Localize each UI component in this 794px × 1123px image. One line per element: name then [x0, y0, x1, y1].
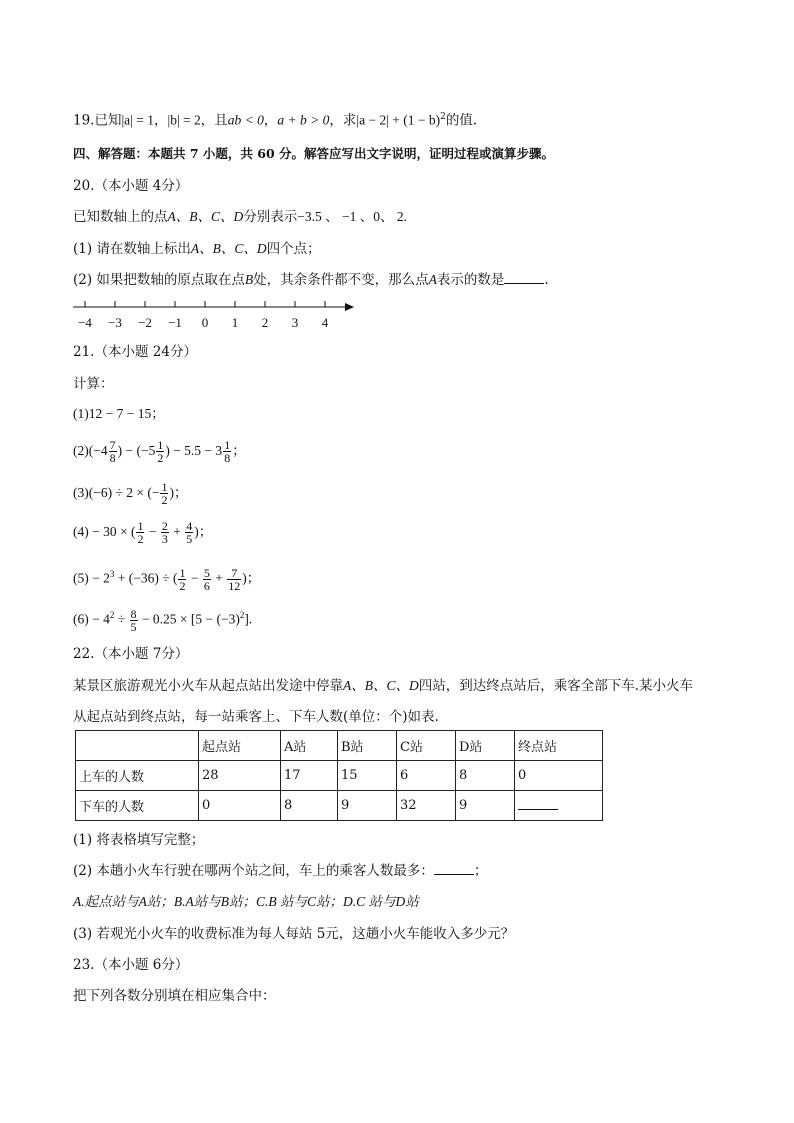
question-21-header: 21.（本小题 24分） — [73, 344, 197, 360]
question-20-header: 20.（本小题 4分） — [73, 178, 189, 194]
tick-label: 2 — [261, 315, 269, 330]
question-22-stem-2: 从起点站到终点站，每一站乘客上、下车人数(单位：个)如表. — [73, 709, 439, 725]
question-19: 19.已知|a| = 1，|b| = 2，且ab < 0，a + b > 0，求$|a - 2| + (1 - b)^2$的值. — [73, 112, 478, 129]
table-row: 上车的人数 28 17 15 6 8 0 — [76, 761, 603, 791]
question-23-intro: 把下列各数分别填在相应集合中： — [73, 988, 276, 1004]
question-22-part-3: (3) 若观光小火车的收费标准为每人每站 5元，这趟小火车能收入多少元？ — [73, 926, 515, 942]
question-20-stem: 已知数轴上的点A、B、C、D分别表示−3.5 、 −1 、0、 2. — [73, 209, 407, 225]
answer-cell[interactable] — [515, 791, 603, 821]
calc-item-1: (1)12 − 7 − 15； — [73, 406, 165, 421]
question-22-part-2: (2) 本趟小火车行驶在哪两个站之间，车上的乘客人数最多： ； — [73, 863, 488, 879]
calc-item-6: $(6) - 4^2$ ÷ $\frac{8}{5}$ − $0.25 \times [5 - (-3)^2]$. — [73, 606, 253, 634]
question-22-options: A.起点站与A站；B.A站与B站；C.B 站与C站；D.C 站与D站 — [73, 894, 419, 909]
section-heading: 四、解答题：本题共 7 小题，共 60 分。解答应写出文字说明，证明过程或演算步骤。 — [73, 146, 555, 161]
calc-item-3: (3)(−6) ÷ 2 × (− $\frac{1}{2}$ )； — [73, 480, 188, 508]
question-20-part-2: (2) 如果把数轴的原点取在点B处，其余条件都不变，那么点A表示的数是 . — [73, 272, 549, 288]
question-20-part-1: (1) 请在数轴上标出A、B、C、D四个点； — [73, 241, 321, 257]
fraction: $\frac{8}{5}$ — [130, 606, 137, 634]
fraction: $\frac{1}{2}$ — [179, 565, 186, 593]
calc-item-2: (2)(−4 $\frac{7}{8}$ ) − (−5 $\frac{1}{2}$ ) − 5.5 − 3 $\frac{1}{8}$ ； — [73, 438, 246, 466]
passenger-table — [75, 730, 603, 821]
tick-label: 0 — [201, 315, 209, 330]
table-header-row: 起点站 A站 B站 C站 D站 终点站 — [76, 731, 603, 761]
table-row: 下车的人数 0 8 9 32 9 — [76, 791, 603, 821]
fraction: $\frac{1}{8}$ — [224, 438, 231, 466]
fraction: $\frac{7}{8}$ — [109, 438, 116, 466]
fraction: $\frac{1}{2}$ — [157, 438, 164, 466]
question-23-header: 23.（本小题 6分） — [73, 957, 189, 973]
tick-label: 1 — [231, 315, 239, 330]
fraction: $\frac{5}{6}$ — [203, 565, 210, 593]
question-22-part-1: (1) 将表格填写完整； — [73, 832, 205, 848]
fraction: $\frac{2}{3}$ — [161, 519, 168, 547]
tick-label: −2 — [138, 315, 152, 330]
fraction: $\frac{1}{2}$ — [161, 480, 168, 508]
fraction: $\frac{1}{2}$ — [137, 519, 144, 547]
fraction: $\frac{7}{12}$ — [228, 565, 241, 593]
question-22-stem-1: 某景区旅游观光小火车从起点站出发途中停靠A、B、C、D四站，到达终点站后，乘客全部下车.某小火车 — [73, 678, 694, 694]
tick-label: 4 — [321, 315, 329, 330]
fraction: $\frac{4}{5}$ — [186, 519, 193, 547]
calc-item-4: (4) − 30 × ( $\frac{1}{2}$ − $\frac{2}{3}$ + $\frac{4}{5}$ )； — [73, 519, 213, 547]
number-line-arrow — [345, 303, 354, 311]
answer-blank[interactable] — [434, 862, 474, 875]
answer-blank[interactable] — [518, 797, 558, 810]
number-line — [73, 297, 363, 333]
question-22-header: 22.（本小题 7分） — [73, 646, 189, 662]
tick-label: 3 — [291, 315, 299, 330]
answer-blank[interactable] — [504, 271, 544, 284]
tick-label: −4 — [78, 315, 92, 330]
tick-label: −3 — [108, 315, 122, 330]
calc-item-5: $(5) - 2^3 + (-36)$ ÷ ( $\frac{1}{2}$ − $\frac{5}{6}$ + $\frac{7}{12}$ )； — [73, 565, 261, 593]
tick-label: −1 — [168, 315, 182, 330]
question-21-intro: 计算： — [73, 376, 114, 392]
